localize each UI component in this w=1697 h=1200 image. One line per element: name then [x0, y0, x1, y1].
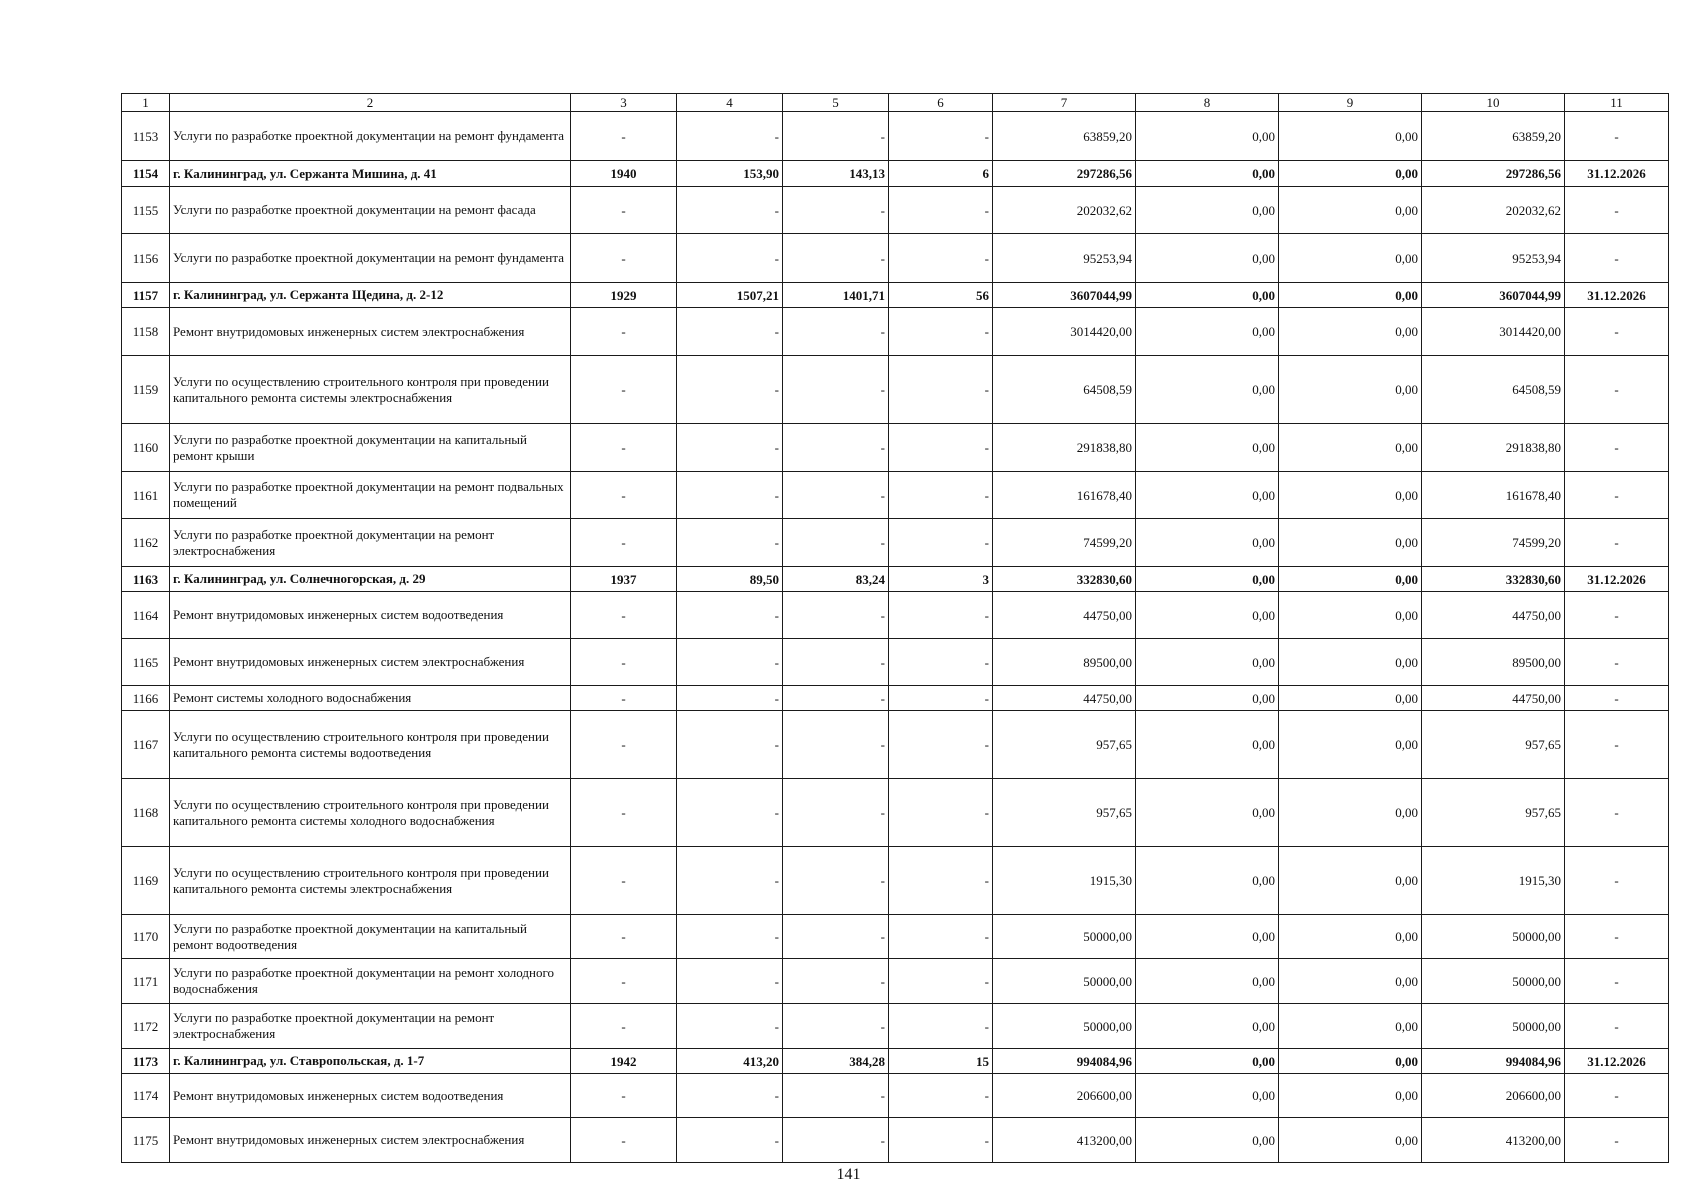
regional-funds-cell: 0,00 — [1279, 639, 1422, 686]
work-item-row — [122, 959, 1669, 1004]
area-cell: - — [677, 592, 783, 639]
residents-cell: - — [889, 187, 993, 234]
deadline-cell: - — [1565, 112, 1669, 161]
regional-funds-cell: 0,00 — [1279, 472, 1422, 519]
federal-funds-cell: 0,00 — [1136, 112, 1279, 161]
total-cost-cell: 957,65 — [993, 711, 1136, 779]
deadline-cell: - — [1565, 592, 1669, 639]
table-body — [122, 94, 1669, 1163]
deadline-cell: - — [1565, 1118, 1669, 1163]
area-cell: - — [677, 711, 783, 779]
work-item-row — [122, 308, 1669, 356]
register-sheet — [121, 93, 1668, 1163]
regional-funds-cell: 0,00 — [1279, 1118, 1422, 1163]
total-cost-cell: 332830,60 — [993, 567, 1136, 592]
owner-funds-cell: 63859,20 — [1422, 112, 1565, 161]
owner-funds-cell: 64508,59 — [1422, 356, 1565, 424]
area-cell: 413,20 — [677, 1049, 783, 1074]
work-item-row — [122, 779, 1669, 847]
regional-funds-cell: 0,00 — [1279, 1049, 1422, 1074]
regional-funds-cell: 0,00 — [1279, 356, 1422, 424]
year-cell: - — [571, 915, 677, 959]
residents-cell: - — [889, 356, 993, 424]
row-number: 1153 — [122, 112, 170, 161]
living-area-cell: - — [783, 639, 889, 686]
deadline-cell: - — [1565, 424, 1669, 472]
work-item-row — [122, 187, 1669, 234]
work-item-row — [122, 847, 1669, 915]
federal-funds-cell: 0,00 — [1136, 592, 1279, 639]
area-cell: - — [677, 519, 783, 567]
total-cost-cell: 95253,94 — [993, 234, 1136, 283]
area-cell: 1507,21 — [677, 283, 783, 308]
federal-funds-cell: 0,00 — [1136, 847, 1279, 915]
owner-funds-cell: 95253,94 — [1422, 234, 1565, 283]
total-cost-cell: 64508,59 — [993, 356, 1136, 424]
owner-funds-cell: 413200,00 — [1422, 1118, 1565, 1163]
column-header: 10 — [1422, 94, 1565, 112]
total-cost-cell: 74599,20 — [993, 519, 1136, 567]
total-cost-cell: 957,65 — [993, 779, 1136, 847]
deadline-cell: - — [1565, 356, 1669, 424]
living-area-cell: 1401,71 — [783, 283, 889, 308]
work-description: Услуги по разработке проектной документации на ремонт подвальных помещений — [170, 472, 571, 519]
deadline-cell: - — [1565, 711, 1669, 779]
owner-funds-cell: 957,65 — [1422, 779, 1565, 847]
federal-funds-cell: 0,00 — [1136, 567, 1279, 592]
deadline-cell: 31.12.2026 — [1565, 1049, 1669, 1074]
owner-funds-cell: 994084,96 — [1422, 1049, 1565, 1074]
total-cost-cell: 44750,00 — [993, 686, 1136, 711]
total-cost-cell: 994084,96 — [993, 1049, 1136, 1074]
row-number: 1170 — [122, 915, 170, 959]
area-cell: - — [677, 779, 783, 847]
row-number: 1174 — [122, 1074, 170, 1118]
living-area-cell: - — [783, 519, 889, 567]
work-item-row — [122, 639, 1669, 686]
regional-funds-cell: 0,00 — [1279, 847, 1422, 915]
living-area-cell: - — [783, 308, 889, 356]
year-cell: - — [571, 1074, 677, 1118]
work-item-row — [122, 1074, 1669, 1118]
owner-funds-cell: 44750,00 — [1422, 592, 1565, 639]
area-cell: - — [677, 187, 783, 234]
column-header: 7 — [993, 94, 1136, 112]
work-description: г. Калининград, ул. Сержанта Щедина, д. 2-12 — [170, 283, 571, 308]
work-item-row — [122, 112, 1669, 161]
work-description: г. Калининград, ул. Солнечногорская, д. 29 — [170, 567, 571, 592]
year-cell: - — [571, 356, 677, 424]
federal-funds-cell: 0,00 — [1136, 519, 1279, 567]
federal-funds-cell: 0,00 — [1136, 161, 1279, 187]
regional-funds-cell: 0,00 — [1279, 308, 1422, 356]
residents-cell: - — [889, 1004, 993, 1049]
living-area-cell: 384,28 — [783, 1049, 889, 1074]
column-header: 4 — [677, 94, 783, 112]
deadline-cell: - — [1565, 472, 1669, 519]
column-header: 11 — [1565, 94, 1669, 112]
total-cost-cell: 44750,00 — [993, 592, 1136, 639]
federal-funds-cell: 0,00 — [1136, 915, 1279, 959]
work-description: Услуги по разработке проектной документации на ремонт электроснабжения — [170, 1004, 571, 1049]
regional-funds-cell: 0,00 — [1279, 1004, 1422, 1049]
owner-funds-cell: 74599,20 — [1422, 519, 1565, 567]
year-cell: - — [571, 779, 677, 847]
total-cost-cell: 3607044,99 — [993, 283, 1136, 308]
owner-funds-cell: 202032,62 — [1422, 187, 1565, 234]
address-row — [122, 1049, 1669, 1074]
work-item-row — [122, 519, 1669, 567]
year-cell: - — [571, 1118, 677, 1163]
federal-funds-cell: 0,00 — [1136, 639, 1279, 686]
work-description: Ремонт внутридомовых инженерных систем электроснабжения — [170, 308, 571, 356]
work-description: Ремонт внутридомовых инженерных систем водоотведения — [170, 592, 571, 639]
work-description: г. Калининград, ул. Сержанта Мишина, д. 41 — [170, 161, 571, 187]
row-number: 1159 — [122, 356, 170, 424]
federal-funds-cell: 0,00 — [1136, 187, 1279, 234]
area-cell: - — [677, 1074, 783, 1118]
living-area-cell: - — [783, 112, 889, 161]
work-description: Услуги по разработке проектной документации на капитальный ремонт водоотведения — [170, 915, 571, 959]
federal-funds-cell: 0,00 — [1136, 308, 1279, 356]
federal-funds-cell: 0,00 — [1136, 424, 1279, 472]
residents-cell: - — [889, 112, 993, 161]
deadline-cell: - — [1565, 915, 1669, 959]
residents-cell: - — [889, 519, 993, 567]
federal-funds-cell: 0,00 — [1136, 1118, 1279, 1163]
address-row — [122, 283, 1669, 308]
year-cell: 1942 — [571, 1049, 677, 1074]
owner-funds-cell: 332830,60 — [1422, 567, 1565, 592]
area-cell: - — [677, 472, 783, 519]
work-item-row — [122, 711, 1669, 779]
federal-funds-cell: 0,00 — [1136, 283, 1279, 308]
residents-cell: - — [889, 424, 993, 472]
area-cell: 153,90 — [677, 161, 783, 187]
residents-cell: - — [889, 639, 993, 686]
deadline-cell: 31.12.2026 — [1565, 161, 1669, 187]
living-area-cell: - — [783, 356, 889, 424]
area-cell: - — [677, 112, 783, 161]
row-number: 1163 — [122, 567, 170, 592]
residents-cell: - — [889, 1074, 993, 1118]
column-header: 2 — [170, 94, 571, 112]
work-item-row — [122, 686, 1669, 711]
residents-cell: - — [889, 592, 993, 639]
row-number: 1158 — [122, 308, 170, 356]
year-cell: - — [571, 847, 677, 915]
work-description: Услуги по разработке проектной документации на ремонт электроснабжения — [170, 519, 571, 567]
total-cost-cell: 89500,00 — [993, 639, 1136, 686]
work-item-row — [122, 234, 1669, 283]
area-cell: 89,50 — [677, 567, 783, 592]
owner-funds-cell: 3014420,00 — [1422, 308, 1565, 356]
column-header: 8 — [1136, 94, 1279, 112]
total-cost-cell: 3014420,00 — [993, 308, 1136, 356]
work-description: Ремонт внутридомовых инженерных систем электроснабжения — [170, 1118, 571, 1163]
living-area-cell: - — [783, 779, 889, 847]
year-cell: - — [571, 519, 677, 567]
column-header: 5 — [783, 94, 889, 112]
work-description: Услуги по осуществлению строительного контроля при проведении капитального ремонта системы электроснабжения — [170, 356, 571, 424]
residents-cell: 15 — [889, 1049, 993, 1074]
column-header: 3 — [571, 94, 677, 112]
work-item-row — [122, 1004, 1669, 1049]
column-header: 6 — [889, 94, 993, 112]
owner-funds-cell: 89500,00 — [1422, 639, 1565, 686]
area-cell: - — [677, 308, 783, 356]
residents-cell: - — [889, 234, 993, 283]
work-description: Услуги по осуществлению строительного контроля при проведении капитального ремонта системы электроснабжения — [170, 847, 571, 915]
owner-funds-cell: 3607044,99 — [1422, 283, 1565, 308]
residents-cell: - — [889, 686, 993, 711]
row-number: 1172 — [122, 1004, 170, 1049]
owner-funds-cell: 50000,00 — [1422, 1004, 1565, 1049]
residents-cell: 3 — [889, 567, 993, 592]
owner-funds-cell: 44750,00 — [1422, 686, 1565, 711]
total-cost-cell: 50000,00 — [993, 1004, 1136, 1049]
work-description: Услуги по осуществлению строительного контроля при проведении капитального ремонта системы водоотведения — [170, 711, 571, 779]
deadline-cell: - — [1565, 779, 1669, 847]
regional-funds-cell: 0,00 — [1279, 686, 1422, 711]
total-cost-cell: 206600,00 — [993, 1074, 1136, 1118]
work-item-row — [122, 356, 1669, 424]
area-cell: - — [677, 424, 783, 472]
federal-funds-cell: 0,00 — [1136, 711, 1279, 779]
regional-funds-cell: 0,00 — [1279, 779, 1422, 847]
residents-cell: - — [889, 779, 993, 847]
owner-funds-cell: 161678,40 — [1422, 472, 1565, 519]
owner-funds-cell: 957,65 — [1422, 711, 1565, 779]
year-cell: 1937 — [571, 567, 677, 592]
area-cell: - — [677, 1118, 783, 1163]
work-description: Услуги по осуществлению строительного контроля при проведении капитального ремонта системы холодного водоснабжения — [170, 779, 571, 847]
living-area-cell: - — [783, 686, 889, 711]
row-number: 1156 — [122, 234, 170, 283]
work-description: Ремонт внутридомовых инженерных систем электроснабжения — [170, 639, 571, 686]
address-row — [122, 567, 1669, 592]
federal-funds-cell: 0,00 — [1136, 959, 1279, 1004]
regional-funds-cell: 0,00 — [1279, 234, 1422, 283]
row-number: 1165 — [122, 639, 170, 686]
total-cost-cell: 413200,00 — [993, 1118, 1136, 1163]
column-header: 9 — [1279, 94, 1422, 112]
regional-funds-cell: 0,00 — [1279, 187, 1422, 234]
residents-cell: - — [889, 472, 993, 519]
owner-funds-cell: 297286,56 — [1422, 161, 1565, 187]
owner-funds-cell: 291838,80 — [1422, 424, 1565, 472]
page-number: 141 — [836, 1166, 861, 1183]
living-area-cell: - — [783, 847, 889, 915]
residents-cell: 56 — [889, 283, 993, 308]
total-cost-cell: 1915,30 — [993, 847, 1136, 915]
deadline-cell: 31.12.2026 — [1565, 283, 1669, 308]
owner-funds-cell: 206600,00 — [1422, 1074, 1565, 1118]
work-description: Услуги по разработке проектной документации на ремонт фасада — [170, 187, 571, 234]
row-number: 1162 — [122, 519, 170, 567]
work-description: Услуги по разработке проектной документации на ремонт холодного водоснабжения — [170, 959, 571, 1004]
deadline-cell: - — [1565, 639, 1669, 686]
regional-funds-cell: 0,00 — [1279, 959, 1422, 1004]
year-cell: - — [571, 424, 677, 472]
deadline-cell: - — [1565, 519, 1669, 567]
federal-funds-cell: 0,00 — [1136, 472, 1279, 519]
year-cell: - — [571, 234, 677, 283]
year-cell: - — [571, 711, 677, 779]
area-cell: - — [677, 915, 783, 959]
regional-funds-cell: 0,00 — [1279, 915, 1422, 959]
residents-cell: - — [889, 915, 993, 959]
address-row — [122, 161, 1669, 187]
column-header: 1 — [122, 94, 170, 112]
row-number: 1164 — [122, 592, 170, 639]
year-cell: - — [571, 187, 677, 234]
deadline-cell: - — [1565, 959, 1669, 1004]
work-description: г. Калининград, ул. Ставропольская, д. 1-7 — [170, 1049, 571, 1074]
federal-funds-cell: 0,00 — [1136, 1004, 1279, 1049]
living-area-cell: - — [783, 1074, 889, 1118]
federal-funds-cell: 0,00 — [1136, 1074, 1279, 1118]
row-number: 1160 — [122, 424, 170, 472]
year-cell: - — [571, 592, 677, 639]
living-area-cell: - — [783, 234, 889, 283]
owner-funds-cell: 1915,30 — [1422, 847, 1565, 915]
deadline-cell: - — [1565, 187, 1669, 234]
work-item-row — [122, 424, 1669, 472]
row-number: 1155 — [122, 187, 170, 234]
total-cost-cell: 202032,62 — [993, 187, 1136, 234]
row-number: 1175 — [122, 1118, 170, 1163]
repair-register-table — [121, 93, 1669, 1163]
residents-cell: - — [889, 308, 993, 356]
living-area-cell: - — [783, 1118, 889, 1163]
owner-funds-cell: 50000,00 — [1422, 915, 1565, 959]
total-cost-cell: 161678,40 — [993, 472, 1136, 519]
row-number: 1168 — [122, 779, 170, 847]
regional-funds-cell: 0,00 — [1279, 161, 1422, 187]
work-description: Ремонт внутридомовых инженерных систем водоотведения — [170, 1074, 571, 1118]
deadline-cell: - — [1565, 234, 1669, 283]
row-number: 1157 — [122, 283, 170, 308]
area-cell: - — [677, 1004, 783, 1049]
regional-funds-cell: 0,00 — [1279, 1074, 1422, 1118]
living-area-cell: - — [783, 1004, 889, 1049]
regional-funds-cell: 0,00 — [1279, 592, 1422, 639]
row-number: 1167 — [122, 711, 170, 779]
year-cell: - — [571, 959, 677, 1004]
area-cell: - — [677, 234, 783, 283]
federal-funds-cell: 0,00 — [1136, 356, 1279, 424]
row-number: 1154 — [122, 161, 170, 187]
work-description: Услуги по разработке проектной документации на ремонт фундамента — [170, 234, 571, 283]
regional-funds-cell: 0,00 — [1279, 711, 1422, 779]
living-area-cell: 143,13 — [783, 161, 889, 187]
residents-cell: - — [889, 711, 993, 779]
living-area-cell: - — [783, 959, 889, 1004]
living-area-cell: - — [783, 711, 889, 779]
work-item-row — [122, 592, 1669, 639]
work-description: Услуги по разработке проектной документации на капитальный ремонт крыши — [170, 424, 571, 472]
work-item-row — [122, 1118, 1669, 1163]
total-cost-cell: 50000,00 — [993, 959, 1136, 1004]
federal-funds-cell: 0,00 — [1136, 1049, 1279, 1074]
regional-funds-cell: 0,00 — [1279, 112, 1422, 161]
living-area-cell: - — [783, 592, 889, 639]
year-cell: - — [571, 1004, 677, 1049]
federal-funds-cell: 0,00 — [1136, 686, 1279, 711]
year-cell: - — [571, 686, 677, 711]
year-cell: 1940 — [571, 161, 677, 187]
area-cell: - — [677, 847, 783, 915]
work-description: Услуги по разработке проектной документации на ремонт фундамента — [170, 112, 571, 161]
area-cell: - — [677, 959, 783, 1004]
row-number: 1169 — [122, 847, 170, 915]
work-item-row — [122, 472, 1669, 519]
row-number: 1173 — [122, 1049, 170, 1074]
living-area-cell: - — [783, 424, 889, 472]
deadline-cell: - — [1565, 308, 1669, 356]
deadline-cell: 31.12.2026 — [1565, 567, 1669, 592]
area-cell: - — [677, 639, 783, 686]
year-cell: - — [571, 308, 677, 356]
area-cell: - — [677, 686, 783, 711]
living-area-cell: - — [783, 915, 889, 959]
deadline-cell: - — [1565, 847, 1669, 915]
regional-funds-cell: 0,00 — [1279, 519, 1422, 567]
residents-cell: - — [889, 847, 993, 915]
federal-funds-cell: 0,00 — [1136, 234, 1279, 283]
year-cell: - — [571, 112, 677, 161]
regional-funds-cell: 0,00 — [1279, 567, 1422, 592]
work-item-row — [122, 915, 1669, 959]
row-number: 1161 — [122, 472, 170, 519]
residents-cell: 6 — [889, 161, 993, 187]
total-cost-cell: 297286,56 — [993, 161, 1136, 187]
area-cell: - — [677, 356, 783, 424]
federal-funds-cell: 0,00 — [1136, 779, 1279, 847]
total-cost-cell: 50000,00 — [993, 915, 1136, 959]
deadline-cell: - — [1565, 1074, 1669, 1118]
regional-funds-cell: 0,00 — [1279, 283, 1422, 308]
residents-cell: - — [889, 1118, 993, 1163]
living-area-cell: - — [783, 472, 889, 519]
year-cell: - — [571, 472, 677, 519]
total-cost-cell: 291838,80 — [993, 424, 1136, 472]
total-cost-cell: 63859,20 — [993, 112, 1136, 161]
living-area-cell: 83,24 — [783, 567, 889, 592]
deadline-cell: - — [1565, 1004, 1669, 1049]
row-number: 1166 — [122, 686, 170, 711]
row-number: 1171 — [122, 959, 170, 1004]
deadline-cell: - — [1565, 686, 1669, 711]
regional-funds-cell: 0,00 — [1279, 424, 1422, 472]
owner-funds-cell: 50000,00 — [1422, 959, 1565, 1004]
work-description: Ремонт системы холодного водоснабжения — [170, 686, 571, 711]
living-area-cell: - — [783, 187, 889, 234]
year-cell: 1929 — [571, 283, 677, 308]
column-number-header — [122, 94, 1669, 112]
residents-cell: - — [889, 959, 993, 1004]
year-cell: - — [571, 639, 677, 686]
